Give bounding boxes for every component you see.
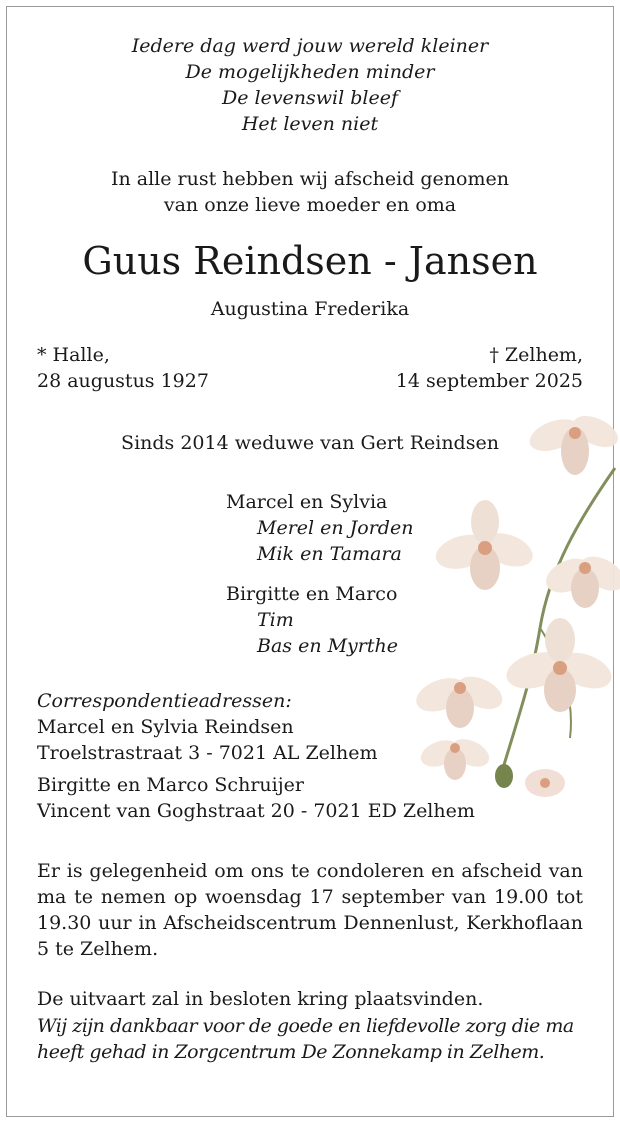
- address-name: Birgitte en Marco Schruijer: [37, 774, 304, 796]
- thanks-line: heeft gehad in Zorgcentrum De Zonnekamp in Zelhem.: [37, 1041, 545, 1063]
- correspondence-heading: Correspondentieadressen:: [37, 690, 292, 712]
- poem: [0, 33, 620, 137]
- family-children: Tim: [257, 609, 294, 631]
- birth-date: 28 augustus 1927: [37, 370, 209, 392]
- family-children: Bas en Myrthe: [257, 635, 398, 657]
- family-group: [226, 581, 398, 659]
- poem-line: Iedere dag werd jouw wereld kleiner: [131, 35, 489, 57]
- thanks-line: Wij zijn dankbaar voor de goede en liefdevolle zorg die ma: [37, 1015, 574, 1037]
- intro-line: In alle rust hebben wij afscheid genomen: [111, 168, 509, 190]
- family-children: Mik en Tamara: [257, 543, 402, 565]
- death-place: † Zelhem,: [489, 344, 583, 366]
- condolence-text: Er is gelegenheid om ons te condoleren en afscheid van ma te nemen op woensdag 17 september van 19.00 tot 19.30 uur in Afscheidscentrum Dennenlust, Kerkhoflaan 5 te Zelhem.: [37, 860, 583, 960]
- widow-line: Sinds 2014 weduwe van Gert Reindsen: [121, 432, 499, 454]
- family-parents: Marcel en Sylvia: [226, 491, 388, 513]
- intro-line: van onze lieve moeder en oma: [163, 194, 457, 216]
- address-street: Vincent van Goghstraat 20 - 7021 ED Zelhem: [37, 800, 475, 822]
- family-group: [226, 489, 413, 567]
- correspondence: [37, 688, 475, 824]
- given-names: Augustina Frederika: [210, 298, 410, 320]
- birth-info: [37, 342, 209, 394]
- family-parents: Birgitte en Marco: [226, 583, 398, 605]
- intro-text: [0, 166, 620, 218]
- funeral-text: De uitvaart zal in besloten kring plaatsvinden.: [37, 988, 484, 1010]
- death-info: [396, 342, 583, 394]
- address-name: Marcel en Sylvia Reindsen: [37, 716, 294, 738]
- poem-line: De mogelijkheden minder: [185, 61, 435, 83]
- deceased-name: Guus Reindsen - Jansen: [82, 239, 538, 283]
- poem-line: Het leven niet: [241, 113, 379, 135]
- family-children: Merel en Jorden: [257, 517, 414, 539]
- poem-line: De levenswil bleef: [221, 87, 399, 109]
- thanks-text: [37, 1013, 597, 1065]
- address-street: Troelstrastraat 3 - 7021 AL Zelhem: [37, 742, 378, 764]
- birth-place: * Halle,: [37, 344, 110, 366]
- death-date: 14 september 2025: [395, 370, 583, 392]
